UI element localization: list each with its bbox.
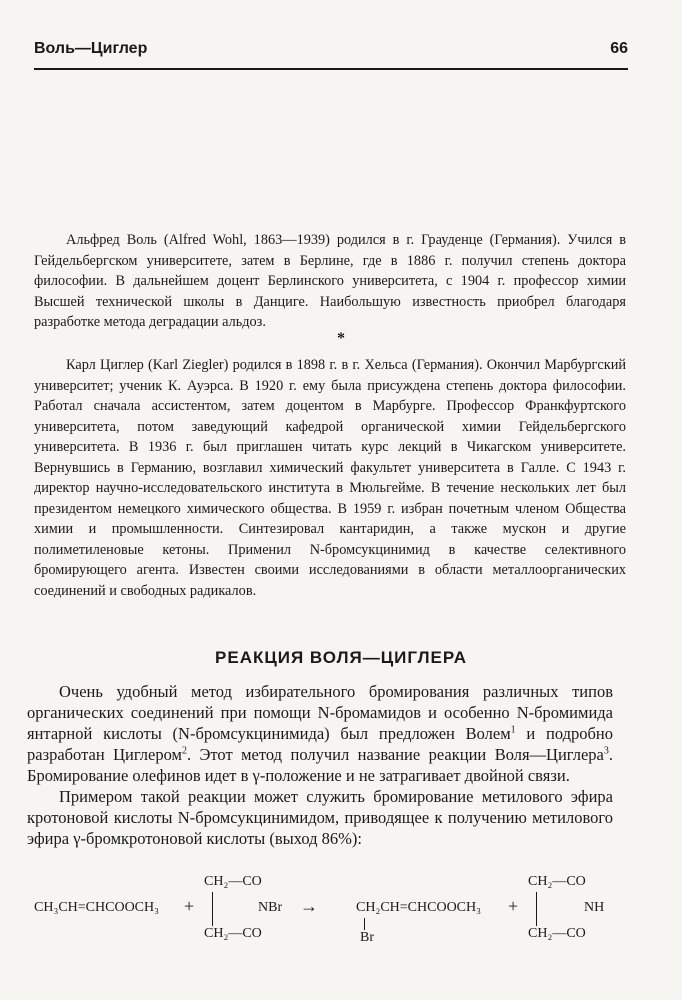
section-heading: РЕАКЦИЯ ВОЛЯ—ЦИГЛЕРА (215, 648, 467, 667)
nbs-top-group: CH₂—CO (204, 874, 262, 889)
reactant-crotonate: CH₃CH=CHCOOCH₃ (34, 900, 160, 915)
paragraph-intro-part-a: Очень удобный метод избирательного бромирования различных типов органических соединений при помощи N-бромамидов и особенно N-бромимида янтарной кислоты (N-бромсукцинимида) был предложен Волем (27, 682, 613, 743)
main-text (27, 681, 613, 849)
biography-wohl-text: Альфред Воль (Alfred Wohl, 1863—1939) родился в г. Грауденце (Германия). Учился в Гейдельбергском университете, затем в Берлине, где в 1886 г. получил степень доктора философии. В дальнейшем доцент Берлинского университета, с 1904 г. профессор химии Высшей технической школы в Данциге. Наибольшую известность приобрел благодаря разработке метода деградации альдоз. (34, 232, 626, 330)
biography-ziegler-text: Карл Циглер (Karl Ziegler) родился в 1898 г. в г. Хельса (Германия). Окончил Марбургский университет; ученик К. Ауэрса. В 1920 г. ему была присуждена степень доктора философии. Работал сначала ассистентом, затем доцентом в Марбурге. Профессор Франкфуртского университета, потом заведующий кафедрой органической химии Гейдельбергского университета. В 1936 г. был приглашен читать курс лекций в Чикагском университете. Вернувшись в Германию, возглавил химический факультет университета в Галле. С 1943 г. директор научно-исследовательского института в Мюльгейме. В течение нескольких лет был президентом немецкого химического общества. В 1959 г. избран почетным членом Общества химии и промышленности. Синтезировал кантаридин, а также мускон и другие полиметиленовые кетоны. Применил N-бромсукцинимид в качестве селективного бромирующего агента. Известен своими исследованиями в области металлоорганических соединений и свободных радикалов. (34, 357, 626, 599)
succinimide-bottom-group: CH₂—CO (528, 926, 586, 941)
bromine-atom: Br (360, 930, 374, 945)
running-header (34, 38, 628, 70)
paragraph-example: Примером такой реакции может служить бромирование метилового эфира кротоновой кислоты N-бромсукцинимидом, приводящее к получению метилового эфира γ-бромкротоновой кислоты (выход 86%): (27, 787, 613, 848)
page-number: 66 (610, 40, 628, 57)
running-title: Воль—Циглер (34, 40, 148, 57)
reaction-arrow: → (300, 896, 318, 916)
footnote-ref-3[interactable]: 3 (603, 745, 609, 757)
biography-ziegler (34, 355, 626, 601)
paragraph-intro (27, 681, 613, 786)
paragraph-intro-part-b: и подробно разработан Циглером (27, 724, 613, 764)
product-bromocrotonate: CH₂CH=CHCOOCH₃ (356, 900, 482, 915)
plus-sign: + (508, 896, 519, 916)
nbs-nitrogen: NBr (258, 900, 283, 915)
footnote-ref-2[interactable]: 2 (181, 745, 187, 757)
succinimide-top-group: CH₂—CO (528, 874, 586, 889)
section-separator: * (337, 330, 345, 347)
paragraph-intro-part-d: . Бромирование олефинов идет в γ-положение и не затрагивает двойной связи. (27, 745, 613, 785)
succinimide-nitrogen: NH (584, 900, 605, 915)
nbs-ring-bond (212, 892, 213, 926)
biography-wohl (34, 230, 626, 333)
reaction-equation (0, 868, 682, 948)
bromine-bond (364, 918, 365, 930)
plus-sign: + (184, 896, 195, 916)
nbs-bottom-group: CH₂—CO (204, 926, 262, 941)
paragraph-intro-part-c: . Этот метод получил название реакции Воля—Циглера (186, 745, 604, 764)
succinimide-ring-bond (536, 892, 537, 926)
footnote-ref-1[interactable]: 1 (510, 724, 516, 736)
